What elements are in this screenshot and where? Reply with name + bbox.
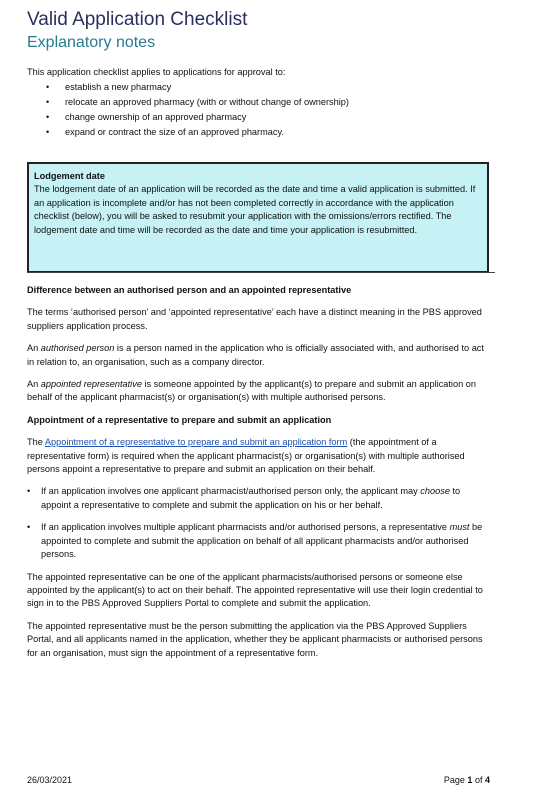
bullet-icon: • (27, 486, 31, 497)
paragraph (27, 342, 491, 369)
intro-section (27, 65, 497, 140)
text-span: is someone appointed by the applicant(s) to prepare and submit an application on behalf of the applicant pharmacist(s) or organisation(s) with multiple authorised persons. (27, 379, 476, 403)
paragraph: The appointed representative must be the person submitting the application via the PBS Approved Suppliers Portal, and all applicants named in the application, whether they be applicant pharmacists or authorised persons for an organisation, must sign the appointment of a representative form. (27, 620, 483, 658)
emphasis-term: must (449, 522, 470, 533)
bullet-icon: • (46, 112, 50, 122)
intro-lead: This application checklist applies to applications for approval to: (27, 67, 286, 77)
bullet-icon: • (46, 82, 50, 92)
page-total: 4 (484, 775, 490, 785)
lodgement-date-callout (27, 162, 489, 273)
list-item (27, 521, 491, 561)
list-item (27, 95, 497, 110)
intro-bullet-list (27, 80, 497, 140)
emphasis-term: appointed representative (40, 379, 142, 390)
emphasis-term: choose (420, 486, 450, 497)
page-current: 1 (467, 775, 473, 785)
paragraph (27, 378, 491, 405)
bullet-icon: • (46, 127, 50, 137)
section-heading-difference: Difference between an authorised person and an appointed representative (27, 285, 352, 295)
paragraph (27, 436, 491, 476)
footer-date: 26/03/2021 (27, 775, 73, 785)
list-item-text: relocate an approved pharmacy (with or without change of ownership) (65, 97, 349, 107)
bullet-icon: • (27, 522, 31, 533)
paragraph: The terms ‘authorised person’ and ‘appointed representative’ each have a distinct meaning in the PBS approved suppliers application process. (27, 307, 482, 331)
list-item (27, 80, 497, 95)
text-span: (the appointment of a representative form) is required when the applicant pharmacist(s) or organisation(s) with multiple authorised persons appoint a representative to prepare and submit an application on their behalf. (27, 437, 465, 475)
page-subtitle: Explanatory notes (27, 34, 156, 51)
page-label: Page (443, 775, 465, 785)
text-span: be appointed to complete and submit the application on behalf of all applicant pharmacists and/or authorised persons. (41, 522, 483, 560)
section-divider (27, 272, 495, 273)
list-item-text: establish a new pharmacy (65, 82, 172, 92)
text-span: If an application involves one applicant pharmacist/authorised person only, the applicant may (41, 486, 421, 497)
text-span: An (27, 379, 41, 390)
text-span: The (27, 437, 45, 448)
page-title: Valid Application Checklist (27, 9, 248, 30)
main-content (27, 284, 491, 669)
list-item (27, 125, 497, 140)
page-of-label: of (474, 775, 483, 785)
list-item (27, 485, 491, 512)
footer-page-number (444, 775, 490, 785)
text-span: to appoint a representative to complete and submit the application on his or her behalf. (41, 486, 461, 510)
paragraph: The appointed representative can be one of the applicant pharmacists/authorised persons or someone else appointed by the applicant(s) to act on their behalf. The appointed representative will use their login credential to sign in to the PBS Approved Suppliers Portal to complete and submit the application. (27, 571, 483, 609)
text-span: If an application involves multiple applicant pharmacists and/or authorised persons, a representative (41, 522, 450, 533)
callout-text: The lodgement date of an application will be recorded as the date and time a valid application is submitted. If an application is incomplete and/or has not been completed correctly in accordance with the application checklist (below), you will be asked to resubmit your application with the omissions/errors rectified. The lodgement date and time will be recorded as the date and time your application is resubmitted. (34, 184, 476, 235)
section-heading-appointment: Appointment of a representative to prepare and submit an application (27, 414, 332, 425)
list-item-text: change ownership of an approved pharmacy (65, 112, 247, 122)
text-span: An (27, 343, 41, 354)
list-item (27, 110, 497, 125)
emphasis-term: authorised person (40, 343, 115, 354)
callout-heading: Lodgement date (34, 171, 105, 181)
appointment-form-link[interactable]: Appointment of a representative to prepare and submit an application form (44, 437, 348, 448)
list-item-text: expand or contract the size of an approved pharmacy. (65, 127, 284, 137)
text-span: is a person named in the application who is officially associated with, and authorised to act in relation to, an organisation, such as a company director. (27, 343, 484, 367)
bullet-icon: • (46, 97, 50, 107)
